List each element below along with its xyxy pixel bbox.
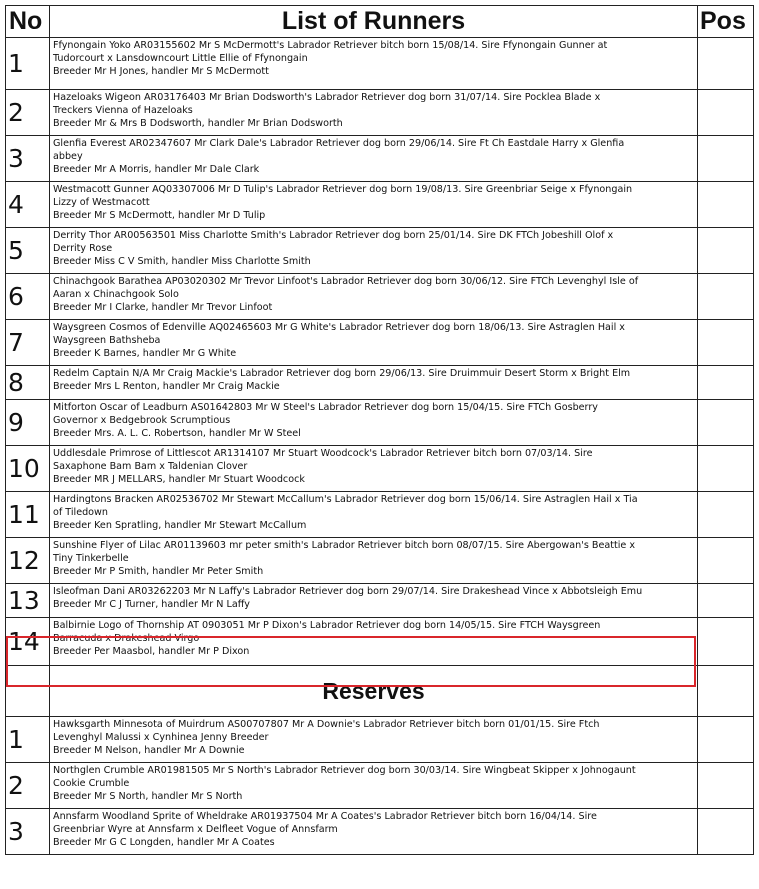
runner-description <box>50 228 698 274</box>
reserve-row <box>6 717 754 763</box>
runner-details-line1: Westmacott Gunner AQ03307006 Mr D Tulip's Labrador Retriever dog born 19/08/13. Sire Greenbriar Seige x Ffynongain <box>53 184 633 195</box>
runner-details-line2: Derrity Rose <box>53 242 113 254</box>
runner-breeder-handler: Breeder Mr C J Turner, handler Mr N Laffy <box>53 598 250 610</box>
runner-details-line1: Hazeloaks Wigeon AR03176403 Mr Brian Dodsworth's Labrador Retriever dog born 31/07/14. Sire Pocklea Blade x <box>53 92 601 103</box>
runner-row <box>6 274 754 320</box>
runner-details-line2: Tiny Tinkerbelle <box>53 552 129 564</box>
position-cell[interactable] <box>698 446 754 492</box>
runner-description <box>50 274 698 320</box>
runner-row <box>6 492 754 538</box>
runner-row <box>6 228 754 274</box>
runner-row <box>6 618 754 666</box>
page-title: List of Runners <box>50 6 698 38</box>
runner-row <box>6 182 754 228</box>
runner-details-line1: Balbirnie Logo of Thornship AT 0903051 Mr P Dixon's Labrador Retriever dog born 14/05/15. Sire FTCH Waysgreen <box>53 620 601 631</box>
runner-details-line1: Waysgreen Cosmos of Edenville AQ02465603 Mr G White's Labrador Retriever dog born 18/06/13. Sire Astraglen Hail x <box>53 322 625 333</box>
runner-number: 7 <box>6 320 50 366</box>
runner-number: 13 <box>6 584 50 618</box>
runner-row <box>6 320 754 366</box>
runners-table <box>5 5 754 855</box>
runner-row <box>6 446 754 492</box>
position-cell[interactable] <box>698 809 754 855</box>
runner-details-line1: Northglen Crumble AR01981505 Mr S North's Labrador Retriever dog born 30/03/14. Sire Wingbeat Skipper x Johnogaunt <box>53 765 636 776</box>
position-cell[interactable] <box>698 228 754 274</box>
runner-breeder-handler: Breeder Mr H Jones, handler Mr S McDermott <box>53 65 269 77</box>
runner-description <box>50 90 698 136</box>
runner-breeder-handler: Breeder Mr S McDermott, handler Mr D Tulip <box>53 209 266 221</box>
runner-breeder-handler: Breeder K Barnes, handler Mr G White <box>53 347 237 359</box>
runner-row <box>6 366 754 400</box>
runner-description <box>50 763 698 809</box>
runner-details-line1: Glenfia Everest AR02347607 Mr Clark Dale's Labrador Retriever dog born 29/06/14. Sire Ft Ch Eastdale Harry x Glenfia <box>53 138 625 149</box>
position-cell[interactable] <box>698 618 754 666</box>
runner-details-line1: Chinachgook Barathea AP03020302 Mr Trevor Linfoot's Labrador Retriever dog born 30/06/12. Sire FTCh Levenghyl Isle of <box>53 276 639 287</box>
runner-breeder-handler: Breeder Mrs L Renton, handler Mr Craig Mackie <box>53 380 280 392</box>
runner-number: 12 <box>6 538 50 584</box>
runner-breeder-handler: Breeder Mr A Morris, handler Mr Dale Clark <box>53 163 260 175</box>
runner-number: 14 <box>6 618 50 666</box>
runner-details-line1: Isleofman Dani AR03262203 Mr N Laffy's Labrador Retriever dog born 29/07/14. Sire Drakeshead Vince x Abbotsleigh Emu <box>53 586 643 597</box>
runner-description <box>50 182 698 228</box>
runner-number: 9 <box>6 400 50 446</box>
runner-details-line2: abbey <box>53 150 83 162</box>
runner-details-line1: Hawksgarth Minnesota of Muirdrum AS00707807 Mr A Downie's Labrador Retriever bitch born 01/01/15. Sire Ftch <box>53 719 600 730</box>
runner-details-line1: Derrity Thor AR00563501 Miss Charlotte Smith's Labrador Retriever dog born 25/01/14. Sire DK FTCh Jobeshill Olof x <box>53 230 614 241</box>
runner-row <box>6 136 754 182</box>
runner-row <box>6 400 754 446</box>
runner-description <box>50 446 698 492</box>
position-cell[interactable] <box>698 538 754 584</box>
reserve-row <box>6 763 754 809</box>
reserve-row <box>6 809 754 855</box>
position-cell[interactable] <box>698 366 754 400</box>
runner-details-line2: Tudorcourt x Lansdowncourt Little Ellie of Ffynongain <box>53 52 308 64</box>
runner-number: 1 <box>6 717 50 763</box>
runner-breeder-handler: Breeder Mr G C Longden, handler Mr A Coates <box>53 836 275 848</box>
runner-row <box>6 538 754 584</box>
runner-number: 2 <box>6 763 50 809</box>
header-pos: Pos <box>698 6 754 38</box>
runner-description <box>50 618 698 666</box>
position-cell[interactable] <box>698 274 754 320</box>
runner-breeder-handler: Breeder Ken Spratling, handler Mr Stewart McCallum <box>53 519 307 531</box>
runner-row <box>6 584 754 618</box>
position-cell[interactable] <box>698 90 754 136</box>
runner-description <box>50 492 698 538</box>
runner-number: 4 <box>6 182 50 228</box>
position-cell[interactable] <box>698 717 754 763</box>
runner-details-line1: Mitforton Oscar of Leadburn AS01642803 Mr W Steel's Labrador Retriever dog born 15/04/15. Sire FTCh Gosberry <box>53 402 598 413</box>
runner-description <box>50 538 698 584</box>
runner-details-line2: Treckers Vienna of Hazeloaks <box>53 104 193 116</box>
runner-details-line2: of Tiledown <box>53 506 108 518</box>
runner-breeder-handler: Breeder M Nelson, handler Mr A Downie <box>53 744 245 756</box>
runner-number: 2 <box>6 90 50 136</box>
runner-details-line1: Uddlesdale Primrose of Littlescot AR1314107 Mr Stuart Woodcock's Labrador Retriever bitch born 07/03/14. Sire <box>53 448 593 459</box>
runner-breeder-handler: Breeder Mr S North, handler Mr S North <box>53 790 243 802</box>
runner-breeder-handler: Breeder Mr & Mrs B Dodsworth, handler Mr Brian Dodsworth <box>53 117 343 129</box>
header-row <box>6 6 754 38</box>
position-cell[interactable] <box>698 38 754 90</box>
runner-description <box>50 400 698 446</box>
position-cell[interactable] <box>698 182 754 228</box>
runner-breeder-handler: Breeder Mrs. A. L. C. Robertson, handler Mr W Steel <box>53 427 301 439</box>
runner-details-line2: Lizzy of Westmacott <box>53 196 150 208</box>
runner-details-line2: Levenghyl Malussi x Cynhinea Jenny Breeder <box>53 731 269 743</box>
position-cell[interactable] <box>698 136 754 182</box>
runner-description <box>50 809 698 855</box>
runner-breeder-handler: Breeder Mr I Clarke, handler Mr Trevor Linfoot <box>53 301 273 313</box>
runner-description <box>50 584 698 618</box>
runner-breeder-handler: Breeder Mr P Smith, handler Mr Peter Smith <box>53 565 264 577</box>
runner-details-line2: Saxaphone Bam Bam x Taldenian Clover <box>53 460 248 472</box>
runner-description <box>50 38 698 90</box>
runner-number: 3 <box>6 809 50 855</box>
runner-description <box>50 320 698 366</box>
runner-details-line2: Governor x Bedgebrook Scrumptious <box>53 414 231 426</box>
runner-row <box>6 90 754 136</box>
position-cell[interactable] <box>698 400 754 446</box>
runner-breeder-handler: Breeder Miss C V Smith, handler Miss Charlotte Smith <box>53 255 311 267</box>
reserves-header-row <box>6 666 754 717</box>
runner-details-line2: Waysgreen Bathsheba <box>53 334 161 346</box>
runner-number: 11 <box>6 492 50 538</box>
runner-row <box>6 38 754 90</box>
position-cell[interactable] <box>698 492 754 538</box>
runner-number: 10 <box>6 446 50 492</box>
header-no: No <box>6 6 50 38</box>
position-cell[interactable] <box>698 584 754 618</box>
runner-breeder-handler: Breeder Per Maasbol, handler Mr P Dixon <box>53 645 250 657</box>
runner-description <box>50 366 698 400</box>
runner-details-line2: Cookie Crumble <box>53 777 130 789</box>
runner-details-line2: Greenbriar Wyre at Annsfarm x Delfleet Vogue of Annsfarm <box>53 823 338 835</box>
runner-description <box>50 136 698 182</box>
runner-details-line1: Redelm Captain N/A Mr Craig Mackie's Labrador Retriever dog born 29/06/13. Sire Druimmuir Desert Storm x Bright Elm <box>53 368 631 379</box>
position-cell[interactable] <box>698 320 754 366</box>
position-cell[interactable] <box>698 763 754 809</box>
runner-breeder-handler: Breeder MR J MELLARS, handler Mr Stuart Woodcock <box>53 473 305 485</box>
runner-number: 8 <box>6 366 50 400</box>
runner-details-line2: Aaran x Chinachgook Solo <box>53 288 179 300</box>
runner-details-line1: Ffynongain Yoko AR03155602 Mr S McDermott's Labrador Retriever bitch born 15/08/14. Sire Ffynongain Gunner at <box>53 40 608 51</box>
runner-number: 3 <box>6 136 50 182</box>
reserves-title: Reserves <box>50 666 698 717</box>
runner-details-line1: Sunshine Flyer of Lilac AR01139603 mr peter smith's Labrador Retriever bitch born 08/07/15. Sire Abergowan's Beattie x <box>53 540 636 551</box>
runner-description <box>50 717 698 763</box>
runner-details-line2: Barracuda x Drakeshead Virgo <box>53 632 200 644</box>
runner-number: 5 <box>6 228 50 274</box>
runner-number: 6 <box>6 274 50 320</box>
runner-details-line1: Annsfarm Woodland Sprite of Wheldrake AR01937504 Mr A Coates's Labrador Retriever bitch born 16/04/14. Sire <box>53 811 597 822</box>
runner-details-line1: Hardingtons Bracken AR02536702 Mr Stewart McCallum's Labrador Retriever dog born 15/06/14. Sire Astraglen Hail x Tia <box>53 494 638 505</box>
runner-number: 1 <box>6 38 50 90</box>
